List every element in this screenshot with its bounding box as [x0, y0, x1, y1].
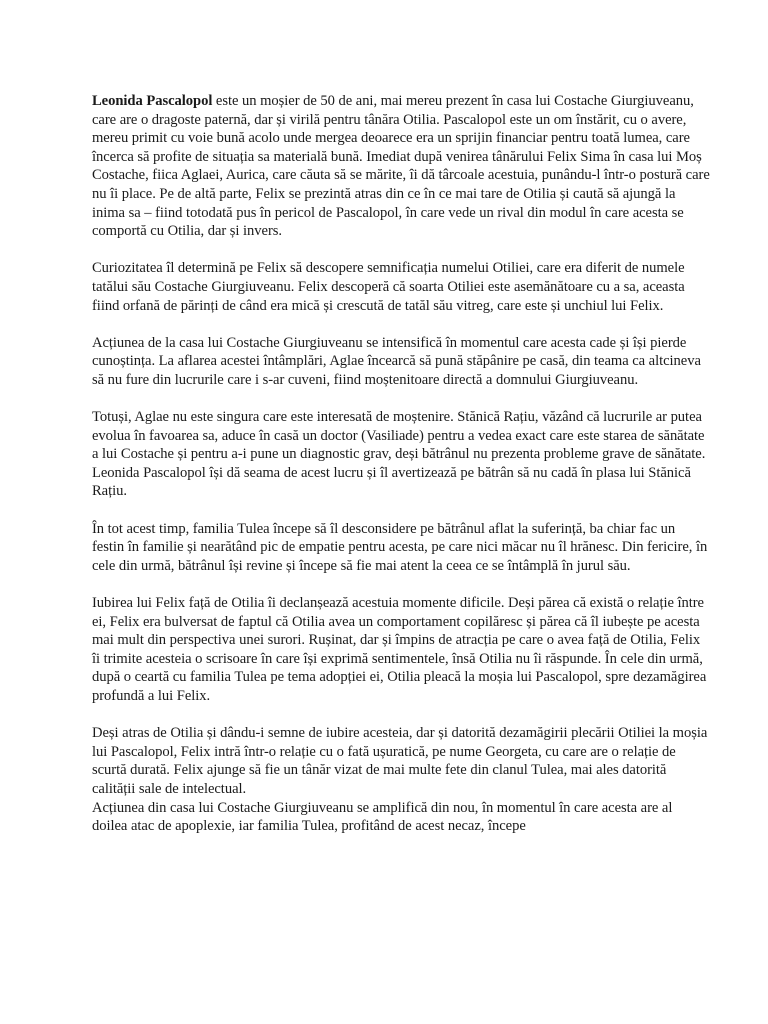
paragraph-1 — [92, 92, 710, 241]
paragraph-3: Acțiunea de la casa lui Costache Giurgiuveanu se intensifică în momentul care acesta cade și își pierde cunoștința. La aflarea acestei întâmplări, Aglae încearcă să pună stăpânire pe casă, din teama ca altcineva să nu fure din lucrurile care i s-ar cuveni, fiind moștenitoare directă a domnului Giurgiuveanu. — [92, 334, 701, 388]
paragraph-5: În tot acest timp, familia Tulea începe să îl desconsidere pe bătrânul aflat la suferință, ba chiar fac un festin în familie și nearătând pic de empatie pentru acesta, pe care nici măcar nu îl hrănesc. Din fericire, în cele din urmă, bătrânul își revine și începe să fie mai atent la ceea ce se întâmplă în jurul său. — [92, 520, 708, 574]
paragraph-7: Deși atras de Otilia și dându-i semne de iubire acesteia, dar și datorită dezamăgirii plecării Otiliei la moșia lui Pascalopol, Felix intră într-o relație cu o fată ușuratică, pe nume Georgeta, cu care are o relație de scurtă durată. Felix ajunge să fie un tânăr vizat de mai multe fete din clanul Tulea, mai ales datorită calității sale de intelectual. — [92, 725, 708, 797]
character-name-pascalopol: Leonida Pascalopol — [92, 93, 213, 109]
document-page — [92, 92, 710, 836]
paragraph-2: Curiozitatea îl determină pe Felix să descopere semnificația numelui Otiliei, care era diferit de numele tatălui său Costache Giurgiuveanu. Felix descoperă că soarta Otiliei este asemănătoare cu a sa, aceasta fiind orfană de părinți de când era mică și crescută de tatăl său vitreg, care este și unchiul lui Felix. — [92, 260, 685, 314]
paragraph-8: Acțiunea din casa lui Costache Giurgiuveanu se amplifică din nou, în momentul în care acesta are al doilea atac de apoplexie, iar familia Tulea, profitând de acest necaz, începe — [92, 799, 673, 835]
paragraph-1-text: este un moșier de 50 de ani, mai mereu prezent în casa lui Costache Giurgiuveanu, care are o dragoste paternă, dar și virilă pentru tânăra Otilia. Pascalopol este un om înstărit, cu o avere, mereu primit cu voie bună acolo unde mergea deoarece era un sprijin financiar pentru toată lumea, care încerca să profite de situația sa materială bună. Imediat după venirea tânărului Felix Sima în casa lui Moș Costache, fiica Aglaei, Aurica, care căuta să se mărite, îi dă târcoale acestuia, punându-l într-o postură care nu îi place. Pe de altă parte, Felix se prezintă atras din ce în ce mai tare de Otilia și caută să ajungă la inima sa – fiind totodată pus în pericol de Pascalopol, în care vede un rival din modul în care acesta se comportă cu Otilia, dar și invers. — [92, 93, 710, 240]
paragraph-6: Iubirea lui Felix față de Otilia îi declanșează acestuia momente dificile. Deși părea că există o relație între ei, Felix era bulversat de faptul că Otilia avea un comportament copilăresc și părea că îl iubește pe acesta mai mult din perspectiva unei surori. Rușinat, dar și împins de atracția pe care o avea față de Otilia, Felix îi trimite acesteia o scrisoare în care își exprimă sentimentele, însă Otilia nu îi răspunde. În cele din urmă, după o ceartă cu familia Tulea pe tema adopției ei, Otilia pleacă la moșia lui Pascalopol, spre dezamăgirea profundă a lui Felix. — [92, 595, 707, 704]
paragraph-4: Totuși, Aglae nu este singura care este interesată de moștenire. Stănică Rațiu, văzând că lucrurile ar putea evolua în favoarea sa, aduce în casă un doctor (Vasiliade) pentru a vedea exact care este starea de sănătate a lui Costache și pentru a-i pune un diagnostic grav, deși bătrânul nu prezenta probleme grave de sănătate. Leonida Pascalopol își dă seama de acest lucru și îl avertizează pe bătrân să nu cadă în plasa lui Stănică Rațiu. — [92, 409, 706, 500]
